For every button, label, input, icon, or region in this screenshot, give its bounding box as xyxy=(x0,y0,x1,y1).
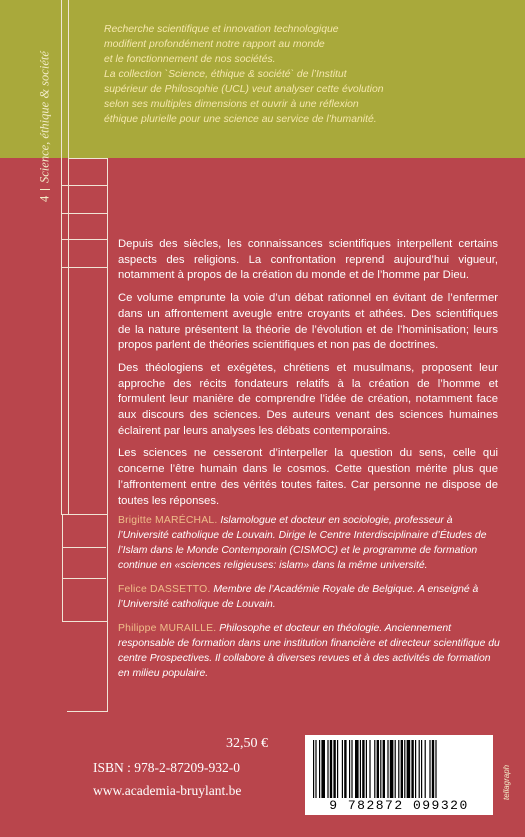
frame-vertical-line xyxy=(68,0,69,515)
spine-title: Science, éthique & société xyxy=(37,50,52,183)
barcode-bar xyxy=(401,740,403,798)
barcode-bar xyxy=(319,740,320,798)
frame-vertical-line xyxy=(107,158,108,514)
barcode-bar xyxy=(421,740,422,798)
barcode-bar xyxy=(383,740,385,798)
barcode-bar xyxy=(415,740,416,798)
frame-box xyxy=(62,514,108,622)
description-paragraph: Des théologiens et exégètes, chrétiens et musulmans, proposent leur approche des récits fondateurs relatifs à la création de l’homme et formulent leur manière de comprendre l’idée de création, notamment face aux discours des sciences. Des auteurs venant des sciences humaines éclairent par leurs analyses les débats contemporains. xyxy=(118,361,498,437)
barcode-bar xyxy=(349,740,350,798)
barcode-digits: 9 782872 099320 xyxy=(329,798,469,813)
intro-line: éthique plurielle pour une science au service de l’humanité. xyxy=(104,114,377,125)
intro-line: selon ses multiples dimensions et ouvrir à une réflexion xyxy=(104,99,359,110)
barcode-bar xyxy=(374,740,375,798)
description-paragraph: Depuis des siècles, les connaissances scientifiques interpellent certains aspects des religions. La confrontation reprend aujourd’hui vigueur, notamment à propos de la création du monde et de l’homme par Dieu. xyxy=(118,238,498,282)
barcode xyxy=(305,735,493,815)
frame-bottom-rule xyxy=(67,711,108,712)
frame-vertical-line xyxy=(107,514,108,712)
barcode-bar xyxy=(362,740,364,798)
author-name: Philippe MURAILLE. xyxy=(118,623,217,634)
intro-line: modifient profondément notre rapport au monde xyxy=(104,39,325,50)
frame-rule xyxy=(62,239,108,240)
barcode-bar xyxy=(380,740,381,798)
frame-rule xyxy=(62,213,108,214)
author-bio: Philosophe et docteur en théologie. Anciennement responsable de formation dans une institution financière et directeur scientifique du centre Prospectives. Il collabore à diverses revues et à des activités de formation en milieu populaire. xyxy=(118,623,500,679)
barcode-bar xyxy=(419,740,420,798)
author-bio: Membre de l’Académie Royale de Belgique. A enseigné à l’Université catholique de Louvain. xyxy=(118,584,479,610)
barcode-bar xyxy=(429,740,430,798)
frame-rule xyxy=(62,578,106,579)
author-entry xyxy=(118,513,500,573)
author-bio: Islamologue et docteur en sociologie, professeur à l’Université catholique de Louvain. Dirige le Centre Interdisciplinaire d’Études de l’Islam dans le Monde Contemporain (CISMOC) et le programme de formation continue en «sciences religieuses: islam» dans la même université. xyxy=(118,515,487,571)
barcode-bar xyxy=(315,740,316,798)
barcode-bar xyxy=(360,740,361,798)
author-bios xyxy=(118,513,500,690)
spine-separator xyxy=(40,189,50,190)
barcode-bar xyxy=(390,740,394,798)
barcode-bar xyxy=(435,740,436,798)
frame-rule xyxy=(62,185,108,186)
description-paragraph: Ce volume emprunte la voie d’un débat rationnel en évitant de l’enfermer dans un affrontement aveugle entre croyants et athées. Des scientifiques de la nature présentent la théorie de l’évolution et de l’hominisation; leurs propos parlent de théories scientifiques et non pas de doctrines. xyxy=(118,292,498,352)
intro-line: Recherche scientifique et innovation technologique xyxy=(104,24,339,35)
barcode-bar xyxy=(337,740,338,798)
barcode-bar xyxy=(313,740,314,798)
barcode-bar xyxy=(377,740,379,798)
series-spine-title xyxy=(36,22,54,202)
barcode-bar xyxy=(407,740,411,798)
book-description xyxy=(118,237,498,516)
barcode-bar xyxy=(330,740,332,798)
frame-rule xyxy=(62,547,106,548)
barcode-bar xyxy=(432,740,434,798)
intro-line: et le fonctionnement de nos sociétés. xyxy=(104,54,276,65)
author-entry xyxy=(118,621,500,681)
barcode-bar xyxy=(333,740,335,798)
frame-top-rule xyxy=(68,158,108,159)
intro-line: La collection `Science, éthique & société` de l’Institut xyxy=(104,69,347,80)
author-entry xyxy=(118,582,500,612)
frame-rule xyxy=(62,267,108,268)
barcode-bar xyxy=(398,740,399,798)
barcode-bar xyxy=(395,740,396,798)
barcode-bar xyxy=(425,740,426,798)
spine-number: 4 xyxy=(37,195,52,202)
intro-line: supérieur de Philosophie (UCL) veut analyser cette évolution xyxy=(104,84,384,95)
barcode-bar xyxy=(321,740,325,798)
price: 32,50 € xyxy=(226,736,268,751)
barcode-bars xyxy=(313,740,485,798)
designer-mark: tellagraph xyxy=(502,764,511,800)
barcode-bar xyxy=(355,740,359,798)
frame-vertical-line xyxy=(61,0,62,515)
barcode-bar xyxy=(366,740,367,798)
barcode-bar xyxy=(327,740,328,798)
barcode-bar xyxy=(411,740,413,798)
collection-intro xyxy=(104,22,484,127)
barcode-bar xyxy=(344,740,346,798)
barcode-bar xyxy=(351,740,352,798)
isbn: ISBN : 978-2-87209-932-0 xyxy=(93,760,240,775)
barcode-bar xyxy=(369,740,370,798)
author-name: Felice DASSETTO. xyxy=(118,584,211,595)
description-paragraph: Les sciences ne cesseront d’interpeller la question du sens, celle qui concerne l’être humain dans le cosmos. Cette question mérite plus que l’affrontement entre des vérités toutes faites. Car personne ne dispose de toutes les réponses. xyxy=(118,447,498,507)
publisher-url[interactable]: www.academia-bruylant.be xyxy=(93,783,242,798)
barcode-bar xyxy=(387,740,388,798)
barcode-bar xyxy=(342,740,343,798)
author-name: Brigitte MARÉCHAL. xyxy=(118,515,218,526)
barcode-bar xyxy=(404,740,405,798)
